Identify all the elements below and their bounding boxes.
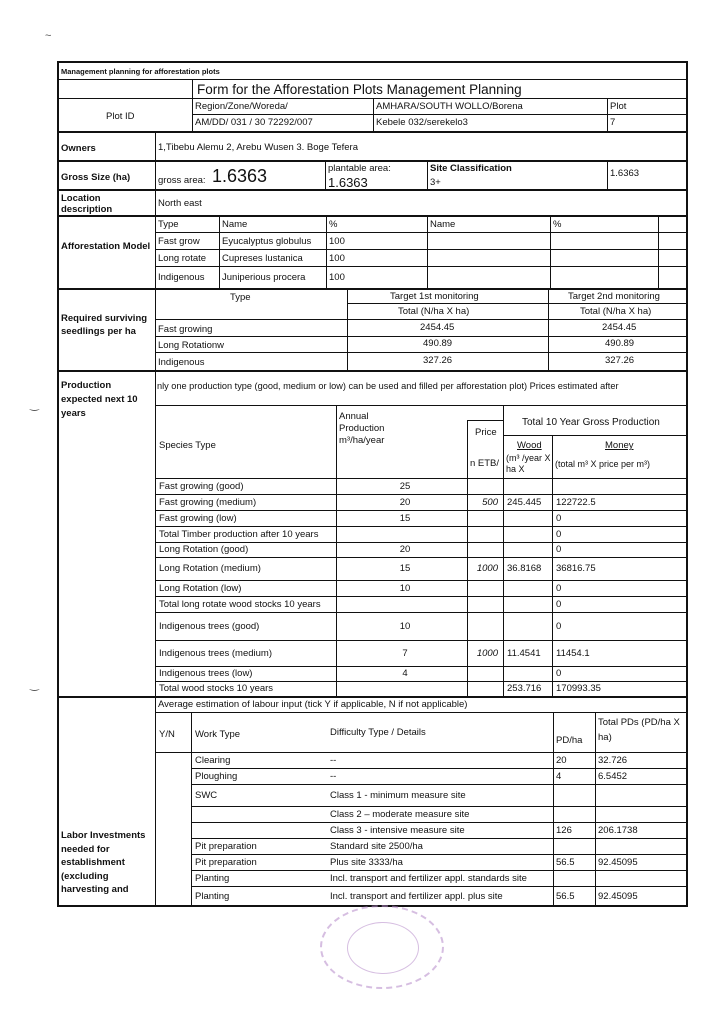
labor-row-pd: 126 [556,825,572,836]
labor-row-work: Pit preparation [195,841,257,852]
production-header-wood: Wood [517,440,542,451]
model-row-pct: 100 [329,236,345,247]
gross-area-value: 1.6363 [212,166,268,186]
production-row-wood: 11.4541 [507,648,541,659]
seedlings-row-t2: 327.26 [605,355,635,366]
production-row-species: Indigenous trees (medium) [159,648,272,659]
site-classification-value: 3+ [430,177,441,188]
scan-mark: ‿ [30,679,39,691]
production-header-wood-unit: (m³ /year X ha X [506,453,551,474]
plantable-label: plantable area: [328,163,391,174]
production-row-annual: 25 [399,481,411,492]
production-row-price: 1000 [476,563,498,574]
labor-row-detail: Incl. transport and fertilizer appl. plus site [330,891,503,902]
production-row-money: 0 [556,621,562,632]
production-row-species: Indigenous trees (good) [159,621,260,632]
owners-label: Owners [61,143,96,154]
labor-row-work: SWC [195,790,218,801]
labor-header-pd: PD/ha [556,735,583,746]
model-row-pct: 100 [329,272,345,283]
labor-row-detail: -- [330,755,337,766]
production-row-annual: 15 [399,513,411,524]
labor-row-detail: Plus site 3333/ha [330,857,403,868]
seedlings-row-t1: 2454.45 [420,322,455,333]
location-label: Location description [61,193,113,215]
model-row-name: Eyucalyptus globulus [222,236,312,247]
production-row-species: Long Rotation (medium) [159,563,261,574]
labor-row-detail: Class 1 - minimum measure site [330,790,466,801]
gross-area-label: gross area: [158,175,206,186]
plot-value: 7 [610,117,616,128]
seedlings-subheader-t2: Total (N/ha X ha) [580,306,652,317]
labor-row-total: 32.726 [598,755,628,766]
form-frame [57,61,688,907]
seedlings-header-type: Type [230,292,251,303]
production-row-annual: 20 [399,544,411,555]
labor-row-work: Planting [195,873,230,884]
production-row-species: Fast growing (good) [159,481,244,492]
production-row-price: 1000 [476,648,498,659]
production-row-money: 0 [556,529,562,540]
production-row-species: Long Rotation (low) [159,583,242,594]
production-row-annual: 10 [399,583,411,594]
production-header-price: Price [475,427,497,438]
seedlings-row-type: Indigenous [158,357,205,368]
afforestation-model-label: Afforestation Model [61,241,151,252]
labor-row-total: 206.1738 [598,825,638,836]
model-header-name-2: Name [430,219,456,230]
production-row-wood: 253.716 [507,683,542,694]
production-row-species: Total wood stocks 10 years [159,683,274,694]
model-row-name: Juniperious procera [222,272,306,283]
labor-row-detail: Class 3 - intensive measure site [330,825,465,836]
owners-value: 1,Tibebu Alemu 2, Arebu Wusen 3. Boge Tefera [158,142,358,153]
model-row-pct: 100 [329,253,345,264]
region-value: AMHARA/SOUTH WOLLO/Borena [376,101,523,112]
seedlings-subheader-t1: Total (N/ha X ha) [398,306,470,317]
gross-size-right-value: 1.6363 [610,168,640,179]
model-header-type: Type [158,219,179,230]
labor-row-pd: 4 [556,771,562,782]
production-row-annual: 4 [402,668,408,679]
labor-label: Labor Investments needed for establishment (excluding harvesting and [61,830,146,895]
production-row-species: Total Timber production after 10 years [159,529,319,540]
labor-row-detail: -- [330,771,337,782]
seedlings-row-type: Long Rotationw [158,340,225,351]
seedlings-header-t2: Target 2nd monitoring [568,291,660,302]
production-row-money: 0 [556,668,562,679]
date-label: AM/DD/ 031 / 30 72292/007 [195,117,313,128]
seedlings-row-t2: 490.89 [605,338,635,349]
labor-row-detail: Standard site 2500/ha [330,841,423,852]
labor-header-difficulty: Difficulty Type / Details [330,727,426,738]
model-row-type: Fast grow [158,236,200,247]
production-row-species: Fast growing (low) [159,513,237,524]
plot-label: Plot [610,101,627,112]
production-header-money: Money [605,440,634,451]
production-row-money: 0 [556,513,562,524]
labor-header-work: Work Type [195,729,241,740]
seedlings-row-t2: 2454.45 [602,322,637,333]
labor-row-total: 92.45095 [598,891,638,902]
model-row-type: Long rotate [158,253,207,264]
production-row-money: 0 [556,544,562,555]
production-header-price-unit: n ETB/ [470,458,500,469]
production-row-annual: 20 [399,497,411,508]
labor-row-work: Planting [195,891,230,902]
scan-mark: ‿ [30,399,39,411]
production-label: Production expected next 10 years [61,380,138,419]
production-header-money-unit: (total m³ X price per m³) [555,459,651,469]
labor-row-detail: Class 2 – moderate measure site [330,809,470,820]
labor-row-pd: 56.5 [556,857,575,868]
labor-row-work: Clearing [195,755,231,766]
seedlings-row-type: Fast growing [158,324,213,335]
model-header-pct: % [329,219,338,230]
model-row-name: Cupreses lustanica [222,253,303,264]
labor-row-work: Ploughing [195,771,238,782]
production-row-species: Long Rotation (good) [159,544,249,555]
labor-header-yn: Y/N [159,729,175,740]
labor-row-detail: Incl. transport and fertilizer appl. standards site [330,873,527,884]
production-row-wood: 36.8168 [507,563,542,574]
labor-header-total: Total PDs (PD/ha X ha) [598,717,680,743]
seedlings-row-t1: 490.89 [423,338,453,349]
required-seedlings-label: Required surviving seedlings per ha [61,313,148,337]
labor-row-pd: 20 [556,755,567,766]
production-row-price: 500 [482,497,498,508]
plot-id-label: Plot ID [106,111,135,122]
production-row-money: 11454.1 [556,648,590,659]
seedlings-header-t1: Target 1st monitoring [390,291,479,302]
production-row-species: Total long rotate wood stocks 10 years [159,599,321,610]
production-row-money: 122722.5 [556,497,596,508]
gross-size-label: Gross Size (ha) [61,172,131,183]
official-stamp [320,905,444,989]
model-header-pct-2: % [553,219,562,230]
labor-note: Average estimation of labour input (tick Y if applicable, N if not applicable) [158,699,468,710]
labor-row-work: Pit preparation [195,857,257,868]
kebele-value: Kebele 032/serekelo3 [376,117,468,128]
labor-row-pd: 56.5 [556,891,575,902]
labor-row-total: 6.5452 [598,771,628,782]
production-row-annual: 10 [399,621,411,632]
plantable-value: 1.6363 [328,175,368,190]
production-row-annual: 15 [399,563,411,574]
production-row-species: Indigenous trees (low) [159,668,253,679]
production-row-money: 36816.75 [556,563,596,574]
location-value: North east [158,198,202,209]
production-row-wood: 245.445 [507,497,542,508]
small-title: Management planning for afforestation plots [61,67,220,76]
production-row-annual: 7 [402,648,408,659]
model-row-type: Indigenous [158,272,205,283]
model-header-name: Name [222,219,248,230]
seedlings-row-t1: 327.26 [423,355,453,366]
region-label: Region/Zone/Woreda/ [195,101,288,112]
labor-row-total: 92.45095 [598,857,638,868]
scan-mark: ~ [45,30,52,42]
production-row-money: 170993.35 [556,683,601,694]
production-header-species: Species Type [159,440,216,451]
production-note: nly one production type (good, medium or low) can be used and filled per afforestation plot) Prices estimated after [157,381,619,391]
production-header-annual: Annual Production m³/ha/year [339,411,385,446]
site-classification-label: Site Classification [430,163,512,174]
page-title: Form for the Afforestation Plots Management Planning [197,82,522,97]
production-header-total: Total 10 Year Gross Production [522,417,660,428]
production-row-species: Fast growing (medium) [159,497,257,508]
production-row-money: 0 [556,583,562,594]
production-row-money: 0 [556,599,562,610]
